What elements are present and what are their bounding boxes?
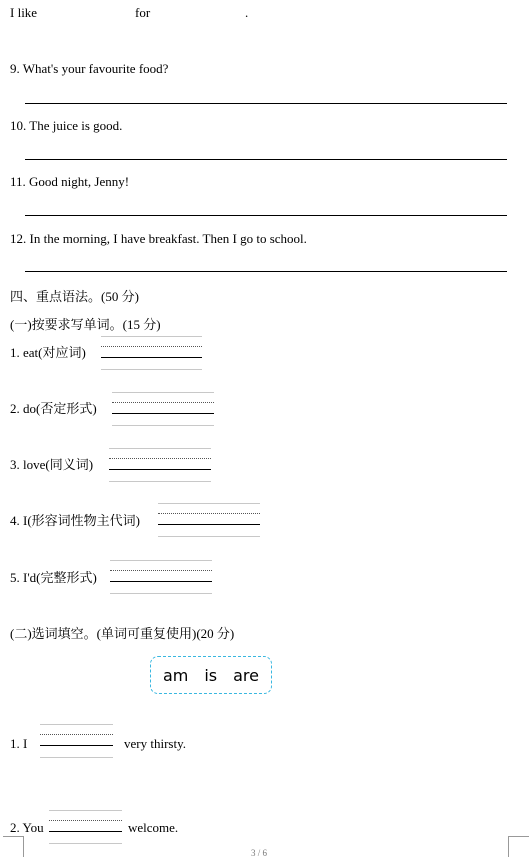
- part1-item-4-label: 4. I(形容词性物主代词): [10, 513, 140, 528]
- question-11: [10, 174, 129, 190]
- question-number: 9.: [10, 61, 20, 76]
- answer-blank-1[interactable]: [101, 336, 202, 370]
- part2-item-1-before: 1. I: [10, 736, 28, 751]
- answer-blank-3[interactable]: [109, 448, 211, 482]
- top-line-i-like: I like: [10, 5, 38, 20]
- question-text: Good night, Jenny!: [29, 174, 130, 189]
- answer-blank-2[interactable]: [112, 392, 214, 426]
- part-one-title: (一)按要求写单词。(15 分): [10, 317, 161, 332]
- answer-blank-5[interactable]: [110, 560, 212, 594]
- top-line-for: for: [135, 5, 151, 20]
- answer-line-12[interactable]: [25, 271, 507, 272]
- fill-blank-1[interactable]: [40, 724, 113, 758]
- part-two-title: (二)选词填空。(单词可重复使用)(20 分): [10, 626, 235, 641]
- question-10: [10, 118, 122, 134]
- answer-line-11[interactable]: [25, 215, 507, 216]
- corner-mark-left: [3, 836, 24, 857]
- section-title: 四、重点语法。(50 分): [10, 289, 139, 304]
- answer-line-10[interactable]: [25, 159, 507, 160]
- fill-blank-2[interactable]: [49, 810, 122, 844]
- top-line-period: .: [245, 5, 249, 20]
- page-number: 3 / 6: [251, 848, 268, 858]
- part1-item-3-label: 3. love(同义词): [10, 457, 94, 472]
- word-are: are: [233, 665, 259, 685]
- question-number: 12.: [10, 231, 27, 246]
- part1-item-5-label: 5. I'd(完整形式): [10, 570, 97, 585]
- word-bank-box: [150, 656, 272, 694]
- question-text: What's your favourite food?: [22, 61, 169, 76]
- question-text: In the morning, I have breakfast. Then I go to school.: [29, 231, 307, 246]
- part1-item-1-label: 1. eat(对应词): [10, 345, 86, 360]
- answer-line-9[interactable]: [25, 103, 507, 104]
- part1-item-2-label: 2. do(否定形式): [10, 401, 97, 416]
- question-12: [10, 231, 307, 247]
- question-text: The juice is good.: [29, 118, 123, 133]
- part2-item-2-after: welcome.: [128, 820, 179, 835]
- question-number: 11.: [10, 174, 26, 189]
- word-am: am: [162, 665, 189, 685]
- question-9: [10, 61, 168, 77]
- part2-item-1-after: very thirsty.: [124, 736, 186, 751]
- part2-item-2-before: 2. You: [10, 820, 44, 835]
- answer-blank-4[interactable]: [158, 503, 260, 537]
- corner-mark-right: [508, 836, 529, 857]
- word-is: is: [204, 665, 218, 685]
- question-number: 10.: [10, 118, 27, 133]
